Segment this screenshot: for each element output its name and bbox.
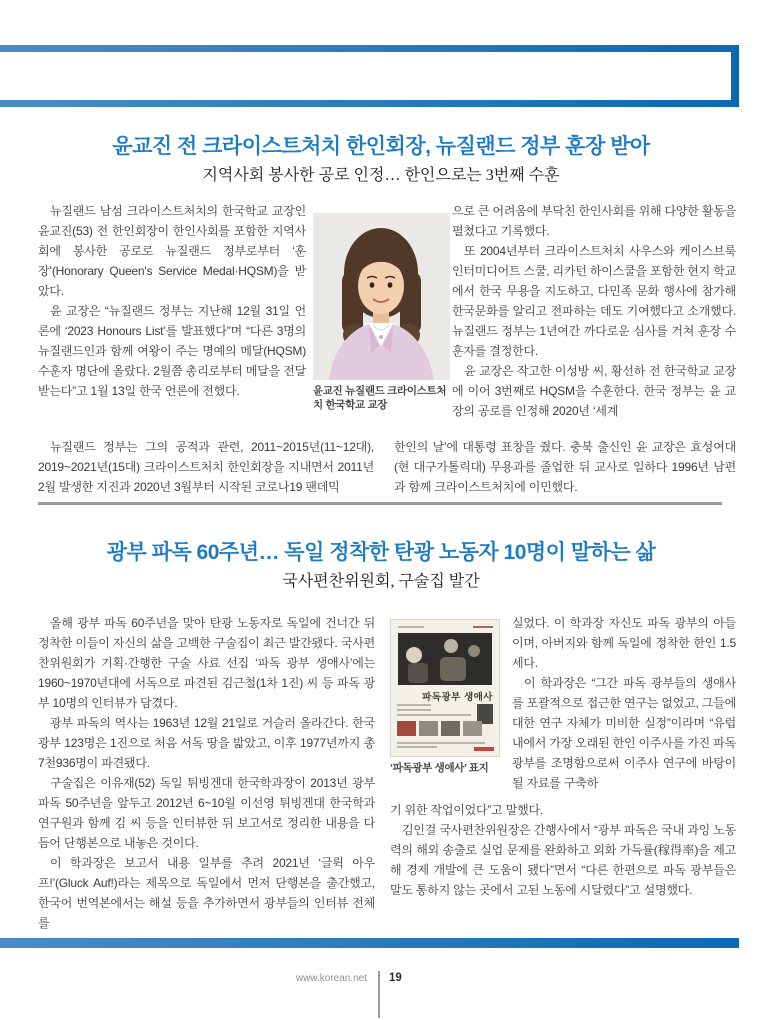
thumbnail xyxy=(463,721,482,736)
cover-text-line xyxy=(397,704,431,706)
paragraph: 실었다. 이 학과장 자신도 파독 광부의 아들이며, 아버지와 함께 독일에 정착한 한인 1.5세다. xyxy=(512,616,736,670)
paragraph: 윤 교장은 작고한 이성방 씨, 황선하 전 한국학교 교장에 이어 3번째로 HQSM을 수훈한다. 한국 정부는 윤 교장의 공로를 인정해 2020년 ‘세계 xyxy=(452,364,736,418)
book-cover-title: 파독광부 생애사 xyxy=(422,692,493,703)
footer-separator xyxy=(378,971,380,1018)
paragraph: 뉴질랜드 남섬 크라이스트처치의 한국학교 교장인 윤교진(53) 전 한인회장이 한인사회를 포함한 지역사회에 봉사한 공로로 뉴질랜드 정부로부터 ‘훈장’(Honorary Queen's Service Medal·HQSM)을 받았다. xyxy=(38,204,306,298)
article2-left-column xyxy=(38,613,375,933)
paragraph: 기 위한 작업이었다”고 말했다. xyxy=(390,803,544,817)
paragraph: 올해 광부 파독 60주년을 맞아 탄광 노동자로 독일에 건너간 뒤 정착한 이들이 자신의 삶을 고백한 구술집이 최근 발간됐다. 국사편찬위원회가 기획·간행한 구술 사료 선집 ‘파독 광부 생애사’에는 1960~1970년대에 서독으로 파견된 김근철(1차 1진) 씨 등 파독 광부 10명의 인터뷰가 담겼다. xyxy=(38,616,375,710)
book-cover xyxy=(390,619,500,776)
portrait-photo-image xyxy=(313,213,450,380)
cover-text-line xyxy=(397,742,485,744)
paragraph: 윤 교장은 “뉴질랜드 정부는 지난해 12월 31일 언론에 ‘2023 Honours List’를 발표했다”며 “다른 3명의 뉴질랜드인과 함께 여왕이 주는 명예의 메달(HQSM) 수훈자 명단에 올랐다. 2월쯤 총리로부터 메달을 전달받는다”고 1월 13일 한국 언론에 전했다. xyxy=(38,304,306,398)
photo-caption: 윤교진 뉴질랜드 크라이스트처치 한국학교 교장 xyxy=(313,385,447,411)
book-cover-image xyxy=(390,619,500,757)
article1-right-column-bottom xyxy=(394,437,736,497)
paragraph: 뉴질랜드 정부는 그의 공적과 관련, 2011~2015년(11~12대), 2019~2021년(15대) 크라이스트처치 한인회장을 지내면서 2011년 2월 발생한 지진과 2020년 3월부터 시작된 코로나19 팬데믹 xyxy=(38,440,374,494)
cover-thumbnails xyxy=(397,721,482,736)
cover-decoration xyxy=(473,626,493,628)
bottom-bar xyxy=(0,938,739,948)
paragraph: 광부 파독의 역사는 1963년 12월 21일로 거슬러 올라간다. 한국 광부 123명은 1진으로 처음 서독 땅을 밟았고, 이후 1977년까지 총 7천936명이 파견됐다. xyxy=(38,716,375,770)
paragraph: 김인걸 국사편찬위원장은 간행사에서 “광부 파독은 국내 과잉 노동력의 해외 송출로 실업 문제를 완화하고 외화 가득률(稼得率)을 제고해 경제 개발에 큰 도움이 됐다”면서 “다른 한편으로 파독 광부들은 말도 통하지 않는 곳에서 고된 노동에 시달렸다”고 설명했다. xyxy=(390,823,736,897)
article2-subtitle: 국사편찬위원회, 구술집 발간 xyxy=(282,573,480,590)
cover-text-line xyxy=(397,746,437,748)
article2-right-column-bottom xyxy=(390,800,736,900)
thumbnail xyxy=(419,721,438,736)
portrait-photo xyxy=(313,213,450,412)
article1-title: 윤교진 전 크라이스트처치 한인회장, 뉴질랜드 정부 훈장 받아 xyxy=(112,135,650,158)
miners-photo xyxy=(398,633,492,685)
miner-figure xyxy=(406,647,422,663)
article1-subtitle: 지역사회 봉사한 공로 인정… 한인으로는 3번째 수훈 xyxy=(202,167,560,184)
miner-figure xyxy=(408,663,428,683)
article1-right-column-top xyxy=(452,201,736,435)
miner-figure xyxy=(444,639,458,653)
paragraph: 으로 큰 어려움에 부닥친 한인사회를 위해 다양한 활동을 펼쳤다고 기록했다. xyxy=(452,204,736,238)
paragraph: 한인의 날’에 대통령 표창을 줬다. 충북 출신인 윤 교장은 효성여대(현 대구가톨릭대) 무용과를 졸업한 뒤 교사로 일하다 1996년 남편과 함께 크라이스트처치에 이민했다. xyxy=(394,440,736,494)
cover-text-line xyxy=(397,709,431,711)
article2-title: 광부 파독 60주년… 독일 정착한 탄광 노동자 10명이 말하는 삶 xyxy=(106,541,656,564)
cover-decoration xyxy=(398,626,424,628)
article1-left-column-top xyxy=(38,201,306,401)
article2-right-column-top xyxy=(512,613,736,797)
thumbnail xyxy=(397,721,416,736)
thumbnail xyxy=(441,721,460,736)
section-divider xyxy=(38,502,722,505)
publisher-logo xyxy=(474,747,494,751)
book-caption: ‘파독광부 생애사’ 표지 xyxy=(390,762,489,774)
paragraph: 구술집은 이유재(52) 독일 튀빙겐대 한국학과장이 2013년 광부 파독 50주년을 앞두고 2012년 6~10월 이선영 튀빙겐대 한국학과 연구원과 함께 김 씨 등을 인터뷰한 뒤 보고서로 정리한 내용을 다듬어 단행본으로 내놓은 것이다. xyxy=(38,776,375,850)
miner-figure xyxy=(440,657,466,681)
miner-figure xyxy=(468,645,480,657)
paragraph: 또 2004년부터 크라이스트처치 사우스와 케이스브룩 인터미디어트 스쿨, 리카턴 하이스쿨을 포함한 현지 학교에서 한국 무용을 지도하고, 다민족 문화 행사에 참가해 한국문화를 알리고 전파하는 데도 기여했다고 소개했다. 뉴질랜드 정부는 1년여간 까다로운 심사를 거쳐 훈장 수훈자를 결정한다. xyxy=(452,244,736,358)
cover-text-line xyxy=(397,714,471,716)
header-frame-inner xyxy=(0,52,731,100)
footer-url: www.korean.net xyxy=(295,973,367,984)
article1-left-column-bottom xyxy=(38,437,374,497)
paragraph: 이 학과장은 “그간 파독 광부들의 생애사를 포괄적으로 접근한 연구는 없었고, 그들에 대한 연구 자체가 미비한 실정”이라며 “유럽 내에서 가장 오래된 한인 이주사를 가진 파독 광부를 조명함으로써 이주사 연구에 바탕이 될 자료를 구축하 xyxy=(512,676,736,790)
paragraph: 이 학과장은 보고서 내용 일부를 추려 2021년 ‘글뤽 아우프!’(Gluck Auf!)라는 제목으로 독일에서 먼저 단행본을 출간했고, 한국어 번역본에서는 해설 등을 추가하면서 광부들의 인터뷰 전체를 xyxy=(38,856,375,930)
header-frame xyxy=(0,45,739,107)
page-number: 19 xyxy=(389,972,402,984)
